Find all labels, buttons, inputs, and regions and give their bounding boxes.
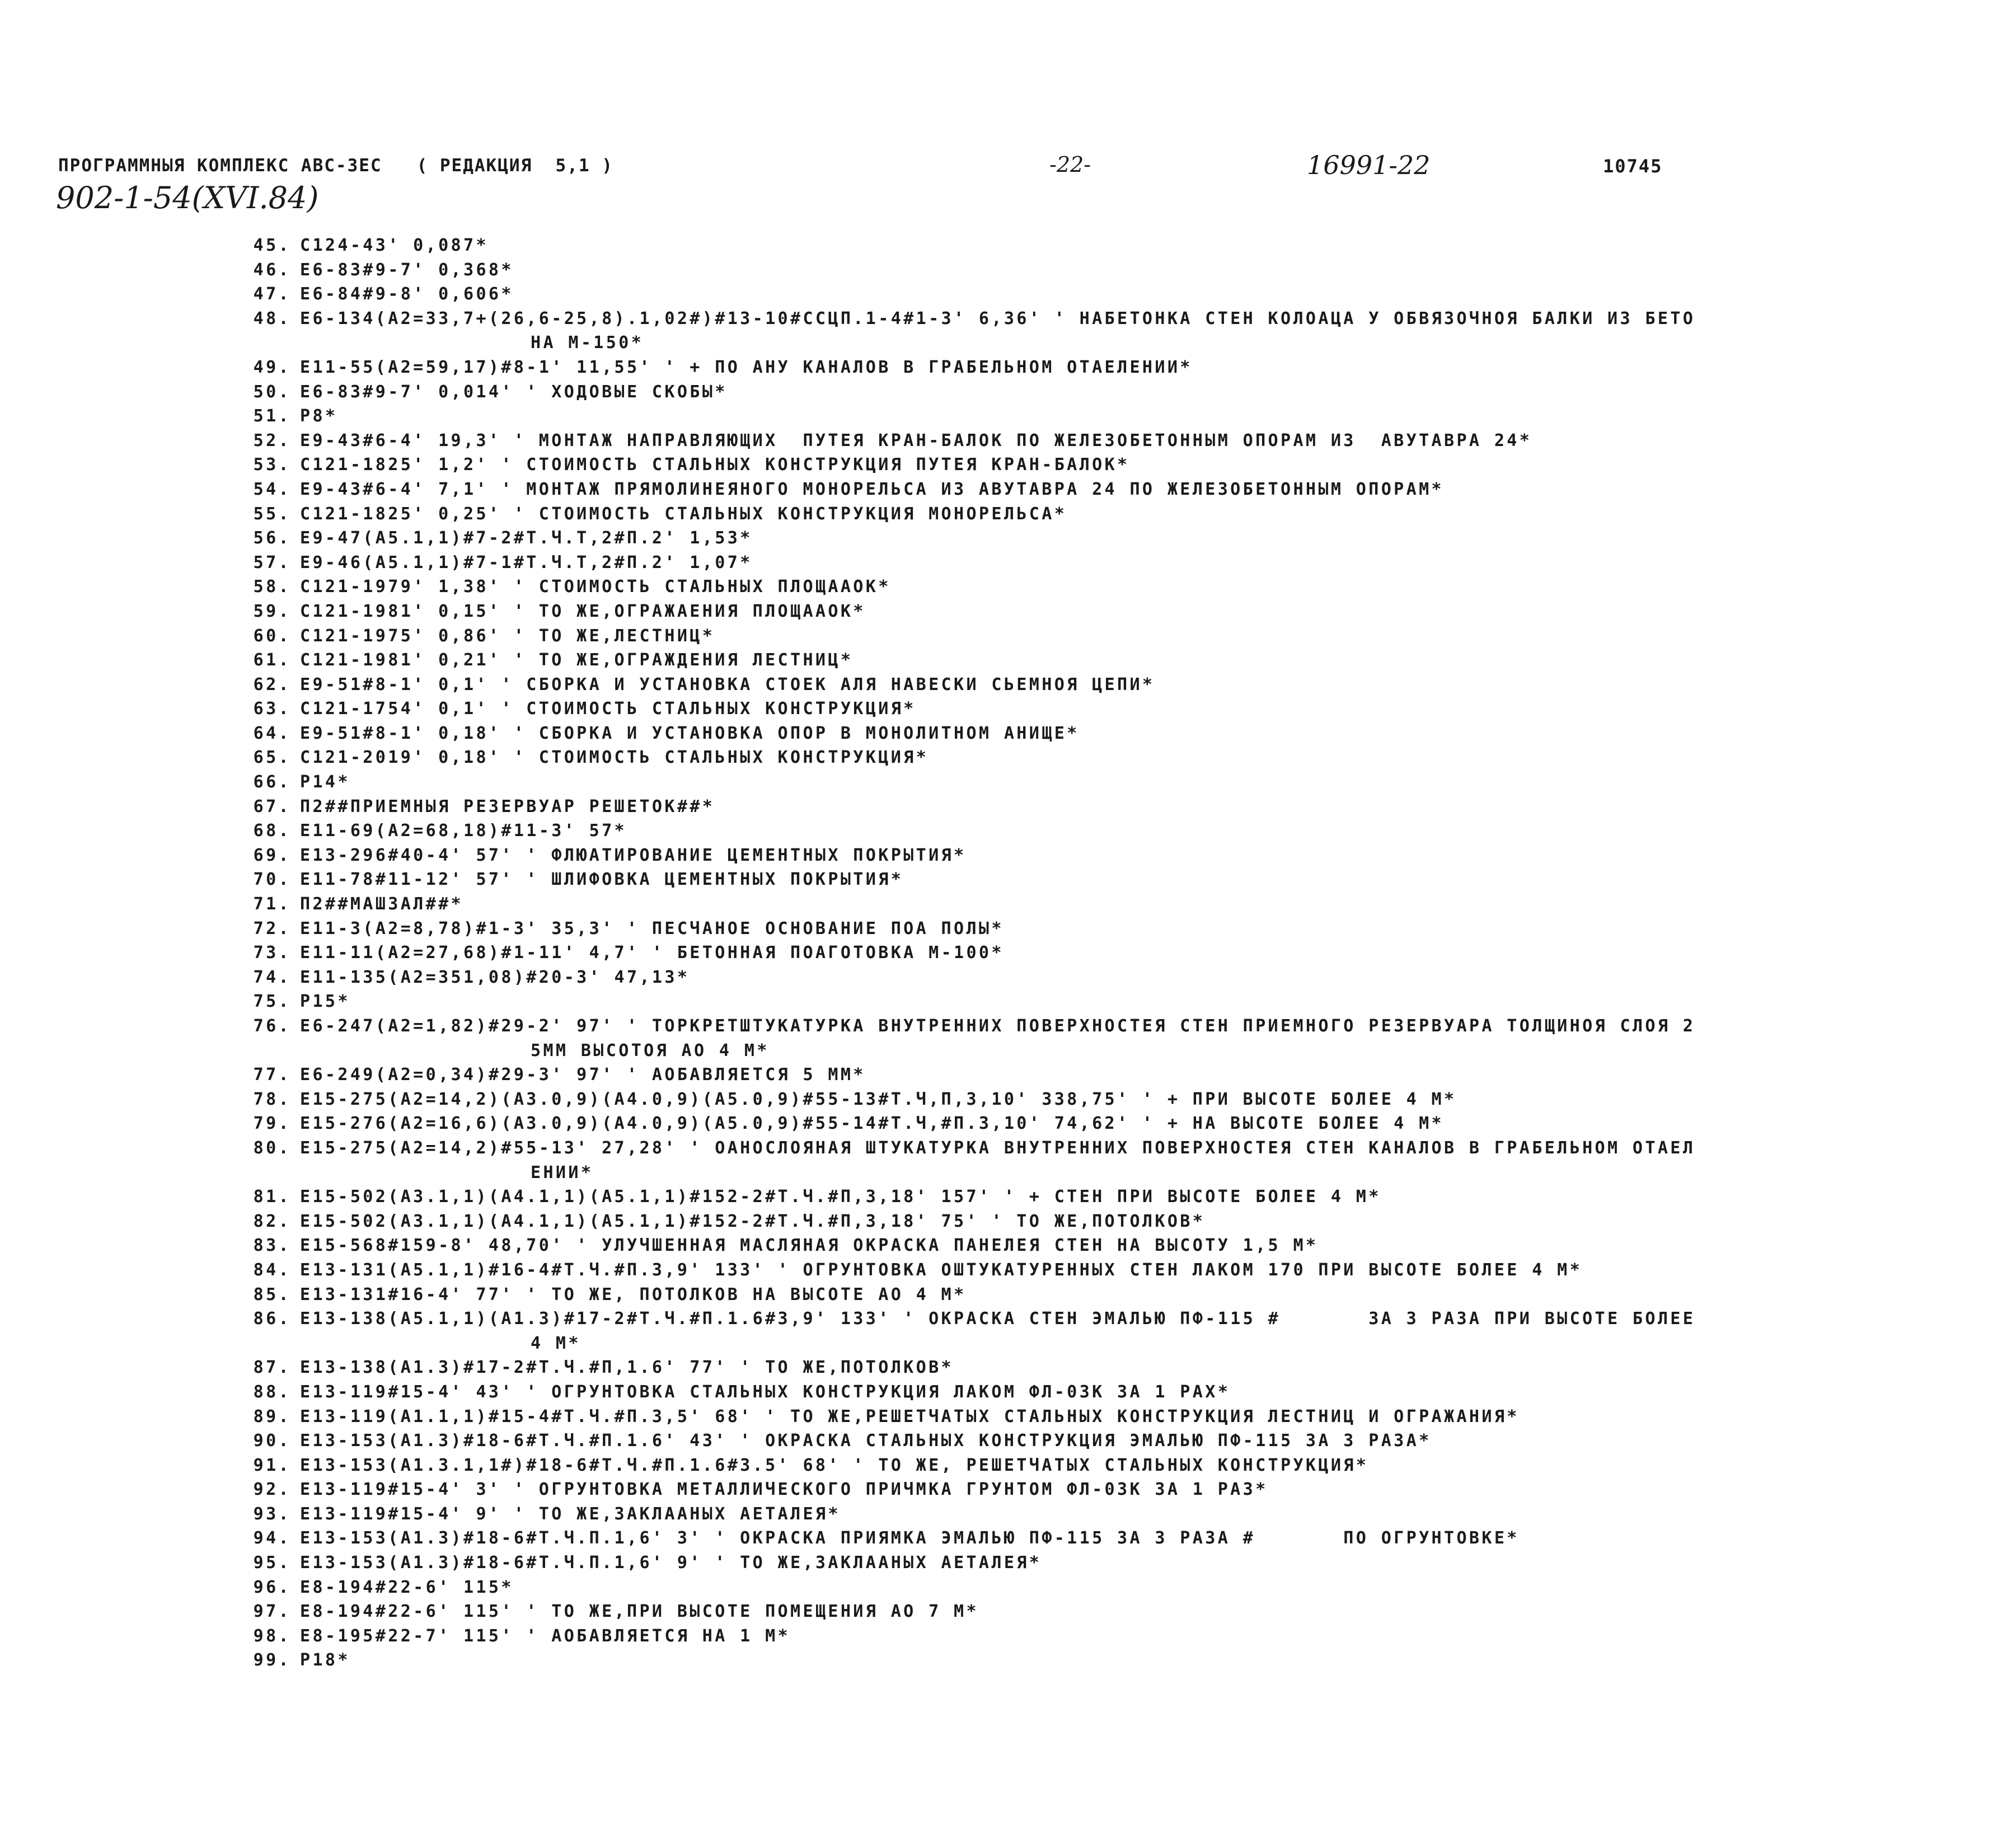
listing-line [246, 1502, 1998, 1527]
line-text: Е15-502(А3.1,1)(А4.1,1)(А5.1,1)#152-2#Т.Ч.#П,3,18' 75' ' ТО ЖЕ,ПОТОЛКОВ* [300, 1211, 1206, 1231]
listing-line [246, 1355, 1998, 1380]
line-number: 96. [253, 1577, 291, 1597]
listing-line [246, 770, 1998, 795]
line-number: 88. [253, 1382, 291, 1402]
line-text: П2##ПРИЕМНЫЯ РЕЗЕРВУАР РЕШЕТОК##* [300, 796, 715, 817]
line-text: ЕНИИ* [531, 1162, 594, 1183]
line-number: 49. [253, 357, 291, 377]
listing-line [246, 843, 1998, 868]
line-number: 97. [253, 1602, 291, 1622]
listing-line [246, 1477, 1998, 1502]
line-text: Е11-11(А2=27,68)#1-11' 4,7' ' БЕТОННАЯ ПОАГОТОВКА М-100* [300, 943, 1004, 963]
line-number: 57. [253, 552, 291, 573]
listing-line [246, 941, 1998, 965]
listing-line [246, 1405, 1998, 1429]
line-text: Е6-134(А2=33,7+(26,6-25,8).1,02#)#13-10#ССЦП.1-4#1-3' 6,36' ' НАБЕТОНКА СТЕН КОЛОАЦА У ОБВЯЗОЧНОЯ БАЛКИ ИЗ БЕТО [300, 308, 1696, 329]
line-number: 72. [253, 918, 291, 939]
listing-line [246, 1185, 1998, 1209]
line-number: 85. [253, 1284, 291, 1305]
line-number: 99. [253, 1650, 291, 1671]
line-text: Р8* [300, 406, 338, 426]
line-text: Е11-78#11-12' 57' ' ШЛИФОВКА ЦЕМЕНТНЫХ ПОКРЫТИЯ* [300, 870, 904, 890]
line-number: 83. [253, 1236, 291, 1256]
listing-line-continuation [246, 1161, 1998, 1185]
line-number: 91. [253, 1455, 291, 1475]
line-text: Е9-47(А5.1,1)#7-2#Т.Ч.Т,2#П.2' 1,53* [300, 528, 753, 548]
line-text: 4 М* [531, 1333, 581, 1353]
line-number: 48. [253, 308, 291, 329]
listing-line [246, 502, 1998, 527]
line-number: 73. [253, 943, 291, 963]
line-text: Е9-46(А5.1,1)#7-1#Т.Ч.Т,2#П.2' 1,07* [300, 552, 753, 573]
listing-line [246, 1648, 1998, 1673]
line-number: 71. [253, 894, 291, 914]
line-text: Е15-502(А3.1,1)(А4.1,1)(А5.1,1)#152-2#Т.Ч.#П,3,18' 157' ' + СТЕН ПРИ ВЫСОТЕ БОЛЕЕ 4 М* [300, 1187, 1381, 1207]
listing-line [246, 1453, 1998, 1478]
listing-line [246, 1429, 1998, 1453]
line-number: 58. [253, 577, 291, 597]
line-text: Е11-3(А2=8,78)#1-3' 35,3' ' ПЕСЧАНОЕ ОСНОВАНИЕ ПОА ПОЛЫ* [300, 918, 1004, 939]
listing-line [246, 1307, 1998, 1331]
listing-line [246, 867, 1998, 892]
line-text: Е6-249(А2=0,34)#29-3' 97' ' АОБАВЛЯЕТСЯ 5 ММ* [300, 1065, 866, 1085]
listing-line [246, 355, 1998, 380]
line-number: 50. [253, 382, 291, 402]
line-number: 61. [253, 650, 291, 670]
line-number: 75. [253, 992, 291, 1012]
line-text: Е13-138(А1.3)#17-2#Т.Ч.#П,1.6' 77' ' ТО ЖЕ,ПОТОЛКОВ* [300, 1358, 954, 1378]
line-number: 60. [253, 626, 291, 646]
line-number: 94. [253, 1528, 291, 1549]
line-text: Е13-153(А1.3.1,1#)#18-6#Т.Ч.#П.1.6#3.5' 68' ' ТО ЖЕ, РЕШЕТЧАТЫХ СТАЛЬНЫХ КОНСТРУКЦИЯ* [300, 1455, 1369, 1475]
line-number: 63. [253, 699, 291, 719]
line-text: Р18* [300, 1650, 350, 1671]
line-number: 53. [253, 455, 291, 475]
line-text: Е13-153(А1.3)#18-6#Т.Ч.П.1,6' 9' ' ТО ЖЕ,ЗАКЛААНЫХ АЕТАЛЕЯ* [300, 1553, 1042, 1573]
listing-line [246, 404, 1998, 429]
line-text: С121-1754' 0,1' ' СТОИМОСТЬ СТАЛЬНЫХ КОНСТРУКЦИЯ* [300, 699, 916, 719]
listing-line [246, 258, 1998, 283]
line-text: С121-1825' 1,2' ' СТОИМОСТЬ СТАЛЬНЫХ КОНСТРУКЦИЯ ПУТЕЯ КРАН-БАЛОК* [300, 455, 1130, 475]
document-code: 16991-22 [1307, 150, 1431, 180]
line-text: Е13-153(А1.3)#18-6#Т.Ч.П.1,6' 3' ' ОКРАСКА ПРИЯМКА ЭМАЛЬЮ ПФ-115 ЗА 3 РАЗА # ПО ОГРУНТОВКЕ* [300, 1528, 1520, 1549]
line-number: 89. [253, 1406, 291, 1427]
line-text: С121-1981' 0,15' ' ТО ЖЕ,ОГРАЖАЕНИЯ ПЛОЩААОК* [300, 601, 866, 621]
line-number: 46. [253, 260, 291, 280]
line-number: 80. [253, 1138, 291, 1158]
line-text: Е9-51#8-1' 0,1' ' СБОРКА И УСТАНОВКА СТОЕК АЛЯ НАВЕСКИ СЬЕМНОЯ ЦЕПИ* [300, 674, 1155, 695]
line-text: Е8-194#22-6' 115' ' ТО ЖЕ,ПРИ ВЫСОТЕ ПОМЕЩЕНИЯ АО 7 М* [300, 1602, 979, 1622]
listing-line [246, 1063, 1998, 1087]
line-number: 90. [253, 1431, 291, 1451]
listing-line [246, 1551, 1998, 1575]
listing-line [246, 526, 1998, 551]
listing-line [246, 1111, 1998, 1136]
line-text: Е9-43#6-4' 19,3' ' МОНТАЖ НАПРАВЛЯЮЩИХ ПУТЕЯ КРАН-БАЛОК ПО ЖЕЛЕЗОБЕТОННЫМ ОПОРАМ ИЗ АВУТАВРА 24* [300, 430, 1532, 451]
line-text: Е13-119#15-4' 3' ' ОГРУНТОВКА МЕТАЛЛИЧЕСКОГО ПРИЧМКА ГРУНТОМ ФЛ-03К ЗА 1 РАЗ* [300, 1480, 1268, 1500]
line-number: 45. [253, 236, 291, 255]
line-number: 68. [253, 821, 291, 841]
listing-line [246, 477, 1998, 502]
line-number: 82. [253, 1211, 291, 1231]
listing-line [246, 917, 1998, 941]
sheet-number: 10745 [1603, 156, 1663, 177]
line-text: С121-2019' 0,18' ' СТОИМОСТЬ СТАЛЬНЫХ КОНСТРУКЦИЯ* [300, 748, 929, 768]
listing-line [246, 380, 1998, 405]
listing-line [246, 1014, 1998, 1039]
listing-line-continuation [246, 1039, 1998, 1063]
listing-line [246, 673, 1998, 697]
line-text: Е13-119#15-4' 9' ' ТО ЖЕ,ЗАКЛААНЫХ АЕТАЛЕЯ* [300, 1504, 841, 1524]
listing-line [246, 1233, 1998, 1258]
line-number: 55. [253, 504, 291, 524]
listing-line [246, 1087, 1998, 1112]
line-number: 67. [253, 796, 291, 817]
line-number: 76. [253, 1016, 291, 1036]
listing-line [246, 1258, 1998, 1283]
line-text: Е13-119#15-4' 43' ' ОГРУНТОВКА СТАЛЬНЫХ КОНСТРУКЦИЯ ЛАКОМ ФЛ-03К ЗА 1 РАХ* [300, 1382, 1231, 1402]
program-title: ПРОГРАМMНЫЯ КОМПЛЕКС АВС-3ЕС ( РЕДАКЦИЯ 5,1 ) [58, 156, 613, 176]
line-number: 52. [253, 430, 291, 451]
line-number: 74. [253, 967, 291, 987]
line-text: Е6-247(А2=1,82)#29-2' 97' ' ТОРКРЕТШТУКАТУРКА ВНУТРЕННИХ ПОВЕРХНОСТЕЯ СТЕН ПРИЕМНОГО РЕЗЕРВУАРА ТОЛЩИНОЯ СЛОЯ 2 [300, 1016, 1696, 1036]
line-text: Е13-131#16-4' 77' ' ТО ЖЕ, ПОТОЛКОВ НА ВЫСОТЕ АО 4 М* [300, 1284, 967, 1305]
line-text: Е6-83#9-7' 0,368* [300, 260, 514, 280]
listing-line [246, 307, 1998, 331]
listing-line [246, 624, 1998, 649]
line-text: С121-1825' 0,25' ' СТОИМОСТЬ СТАЛЬНЫХ КОНСТРУКЦИЯ МОНОРЕЛЬСА* [300, 504, 1067, 524]
listing-line [246, 989, 1998, 1014]
listing-line [246, 233, 1998, 258]
listing-line [246, 551, 1998, 575]
listing-line [246, 1136, 1998, 1161]
line-number: 93. [253, 1504, 291, 1524]
line-text: С124-43' 0,087* [300, 236, 489, 255]
line-number: 86. [253, 1309, 291, 1329]
line-text: Р14* [300, 772, 350, 792]
line-number: 51. [253, 406, 291, 426]
line-text: Е9-43#6-4' 7,1' ' МОНТАЖ ПРЯМОЛИНЕЯНОГО МОНОРЕЛЬСА ИЗ АВУТАВРА 24 ПО ЖЕЛЕЗОБЕТОННЫМ ОПОРАМ* [300, 479, 1444, 499]
line-number: 81. [253, 1187, 291, 1207]
line-text: Е15-276(А2=16,6)(А3.0,9)(А4.0,9)(А5.0,9)#55-14#Т.Ч,#П.3,10' 74,62' ' + НА ВЫСОТЕ БОЛЕЕ 4 М* [300, 1114, 1444, 1134]
line-number: 47. [253, 284, 291, 304]
listing-line [246, 1380, 1998, 1405]
line-text: С121-1979' 1,38' ' СТОИМОСТЬ СТАЛЬНЫХ ПЛОЩААОК* [300, 577, 891, 597]
line-number: 64. [253, 723, 291, 743]
listing-line [246, 282, 1998, 307]
line-number: 78. [253, 1089, 291, 1109]
line-text: 5ММ ВЫСОТОЯ АО 4 М* [531, 1040, 770, 1061]
listing-line [246, 795, 1998, 819]
line-text: Е13-138(А5.1,1)(А1.3)#17-2#Т.Ч.#П.1.6#3,9' 133' ' ОКРАСКА СТЕН ЭМАЛЬЮ ПФ-115 # ЗА 3 РАЗА ПРИ ВЫСОТЕ БОЛЕЕ [300, 1309, 1696, 1329]
line-number: 56. [253, 528, 291, 548]
line-number: 79. [253, 1114, 291, 1134]
line-number: 70. [253, 870, 291, 890]
line-text: С121-1981' 0,21' ' ТО ЖЕ,ОГРАЖДЕНИЯ ЛЕСТНИЦ* [300, 650, 854, 670]
listing-line [246, 1575, 1998, 1600]
line-number: 77. [253, 1065, 291, 1085]
line-text: Е9-51#8-1' 0,18' ' СБОРКА И УСТАНОВКА ОПОР В МОНОЛИТНОМ АНИЩЕ* [300, 723, 1080, 743]
listing-line [246, 599, 1998, 624]
line-text: НА М-150* [531, 333, 644, 353]
listing-line [246, 745, 1998, 770]
line-text: Е13-119(А1.1,1)#15-4#Т.Ч.#П.3,5' 68' ' ТО ЖЕ,РЕШЕТЧАТЫХ СТАЛЬНЫХ КОНСТРУКЦИЯ ЛЕСТНИЦ И ОГРАЖАНИЯ* [300, 1406, 1520, 1427]
listing-line [246, 1526, 1998, 1551]
listing-line-continuation [246, 331, 1998, 355]
line-number: 65. [253, 748, 291, 768]
line-number: 69. [253, 845, 291, 865]
listing-line [246, 697, 1998, 721]
line-text: Е8-195#22-7' 115' ' АОБАВЛЯЕТСЯ НА 1 М* [300, 1626, 790, 1646]
page-number: -22- [1049, 152, 1091, 177]
line-text: Е13-296#40-4' 57' ' ФЛЮАТИРОВАНИЕ ЦЕМЕНТНЫХ ПОКРЫТИЯ* [300, 845, 967, 865]
line-text: Е11-55(А2=59,17)#8-1' 11,55' ' + ПО АНУ КАНАЛОВ В ГРАБЕЛЬНОМ ОТАЕЛЕНИИ* [300, 357, 1193, 377]
listing-line [246, 453, 1998, 477]
listing-line [246, 965, 1998, 990]
line-text: Е6-84#9-8' 0,606* [300, 284, 514, 304]
line-text: Р15* [300, 992, 350, 1012]
line-number: 54. [253, 479, 291, 499]
listing-line [246, 819, 1998, 843]
line-number: 84. [253, 1260, 291, 1280]
line-text: Е8-194#22-6' 115* [300, 1577, 514, 1597]
listing-line [246, 721, 1998, 746]
line-number: 92. [253, 1480, 291, 1500]
line-text: П2##МАШЗАЛ##* [300, 894, 463, 914]
line-number: 59. [253, 601, 291, 621]
line-text: Е6-83#9-7' 0,014' ' ХОДОВЫЕ СКОБЫ* [300, 382, 728, 402]
listing-line [246, 575, 1998, 599]
listing-line [246, 1283, 1998, 1307]
line-number: 62. [253, 674, 291, 695]
line-text: Е15-275(А2=14,2)#55-13' 27,28' ' ОАНОСЛОЯНАЯ ШТУКАТУРКА ВНУТРЕННИХ ПОВЕРХНОСТЕЯ СТЕН КАНАЛОВ В ГРАБЕЛЬНОМ ОТАЕЛ [300, 1138, 1696, 1158]
listing-line-continuation [246, 1331, 1998, 1356]
line-text: Е11-135(А2=351,08)#20-3' 47,13* [300, 967, 690, 987]
listing-line [246, 429, 1998, 453]
listing-line [246, 1624, 1998, 1649]
listing-lines [246, 233, 1998, 1673]
line-text: С121-1975' 0,86' ' ТО ЖЕ,ЛЕСТНИЦ* [300, 626, 715, 646]
line-number: 66. [253, 772, 291, 792]
line-number: 87. [253, 1358, 291, 1378]
listing-line [246, 1209, 1998, 1234]
line-text: Е13-131(А5.1,1)#16-4#Т.Ч.#П.3,9' 133' ' ОГРУНТОВКА ОШТУКАТУРЕННЫХ СТЕН ЛАКОМ 170 ПРИ ВЫСОТЕ БОЛЕЕ 4 М* [300, 1260, 1583, 1280]
listing-line [246, 648, 1998, 673]
listing-line [246, 1599, 1998, 1624]
line-text: Е15-568#159-8' 48,70' ' УЛУЧШЕННАЯ МАСЛЯНАЯ ОКРАСКА ПАНЕЛЕЯ СТЕН НА ВЫСОТУ 1,5 М* [300, 1236, 1319, 1256]
line-text: Е15-275(А2=14,2)(А3.0,9)(А4.0,9)(А5.0,9)#55-13#Т.Ч,П,3,10' 338,75' ' + ПРИ ВЫСОТЕ БОЛЕЕ 4 М* [300, 1089, 1457, 1109]
listing-line [246, 892, 1998, 917]
handwritten-project-code: 902-1-54(XVI.84) [56, 180, 319, 215]
line-number: 98. [253, 1626, 291, 1646]
line-text: Е11-69(А2=68,18)#11-3' 57* [300, 821, 627, 841]
line-text: Е13-153(А1.3)#18-6#Т.Ч.#П.1.6' 43' ' ОКРАСКА СТАЛЬНЫХ КОНСТРУКЦИЯ ЭМАЛЬЮ ПФ-115 ЗА 3 РАЗА* [300, 1431, 1432, 1451]
line-number: 95. [253, 1553, 291, 1573]
